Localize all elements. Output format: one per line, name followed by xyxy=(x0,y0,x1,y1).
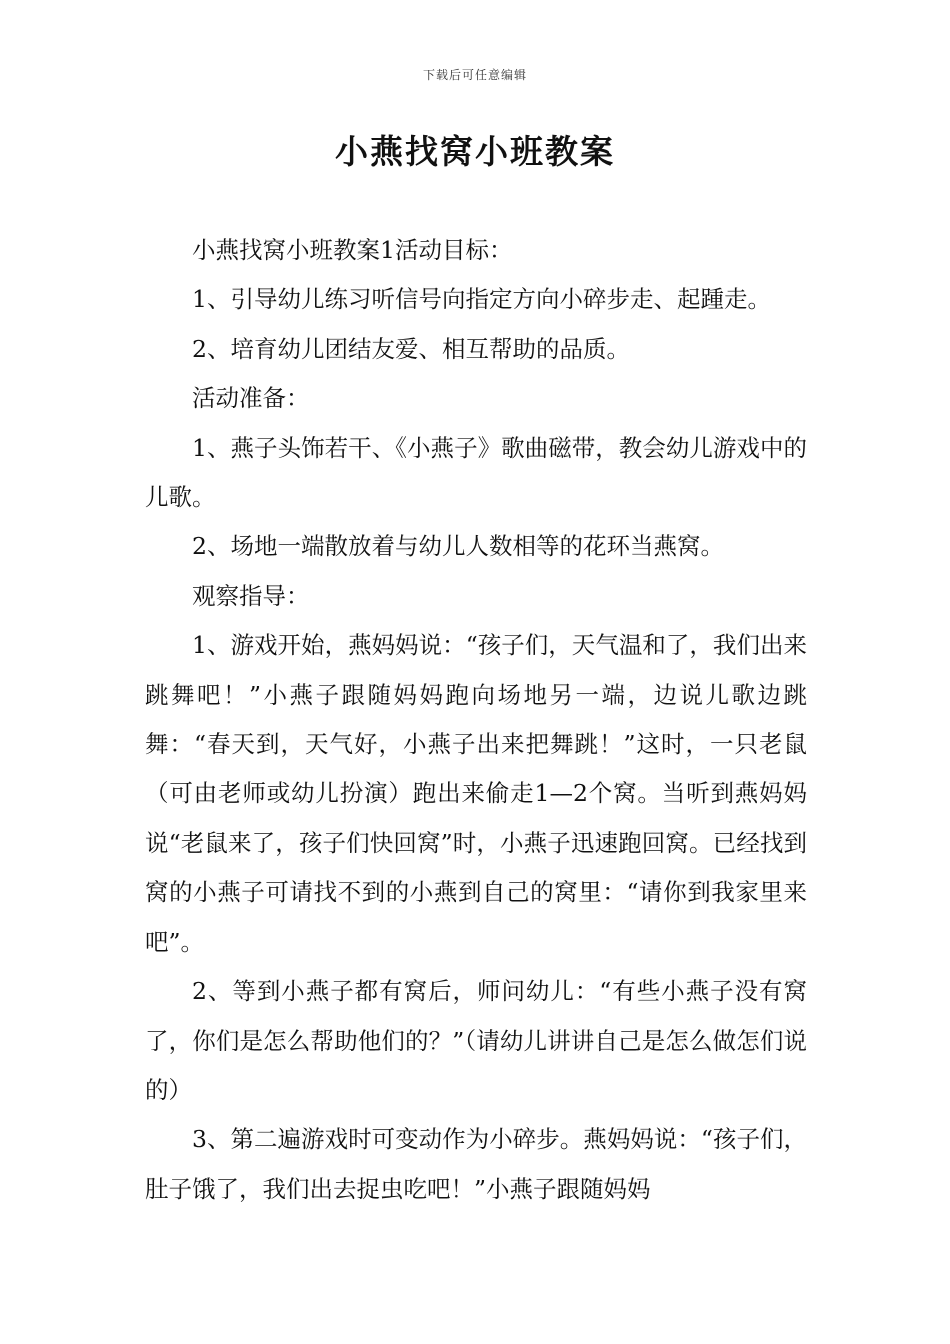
paragraph: 小燕找窝小班教案1活动目标： xyxy=(192,236,513,264)
paragraph: 1、引导幼儿练习听信号向指定方向小碎步走、起踵走。 xyxy=(192,285,771,314)
paragraph: 2、等到小燕子都有窝后，师问幼儿：“有些小燕子没有窝了，你们是怎么帮助他们的？”（请幼儿讲讲自己是怎么做怎们说的） xyxy=(145,977,807,1104)
paragraph: 1、游戏开始，燕妈妈说：“孩子们，天气温和了，我们出来跳舞吧！”小燕子跟随妈妈跑向场地另一端，边说儿歌边跳舞：“春天到，天气好，小燕子出来把舞跳！”这时，一只老鼠（可由老师或幼儿扮演）跑出来偷走1—2个窝。当听到燕妈妈说“老鼠来了，孩子们快回窝”时，小燕子迅速跑回窝。已经找到窝的小燕子可请找不到的小燕到自己的窝里：“请你到我家里来吧”。 xyxy=(145,631,807,956)
header-note: 下载后可任意编辑 xyxy=(422,68,527,82)
document-body xyxy=(145,226,807,1214)
paragraph: 观察指导： xyxy=(192,581,310,610)
document-title: 小燕找窝小班教案 xyxy=(335,132,615,171)
paragraph: 3、第二遍游戏时可变动作为小碎步。燕妈妈说：“孩子们，肚子饿了，我们出去捉虫吃吧！”小燕子跟随妈妈 xyxy=(145,1125,807,1203)
paragraph: 2、场地一端散放着与幼儿人数相等的花环当燕窝。 xyxy=(192,532,724,561)
paragraph: 活动准备： xyxy=(192,384,310,413)
paragraph: 1、燕子头饰若干、《小燕子》歌曲磁带，教会幼儿游戏中的儿歌。 xyxy=(145,433,807,512)
paragraph: 2、培育幼儿团结友爱、相互帮助的品质。 xyxy=(192,334,630,363)
